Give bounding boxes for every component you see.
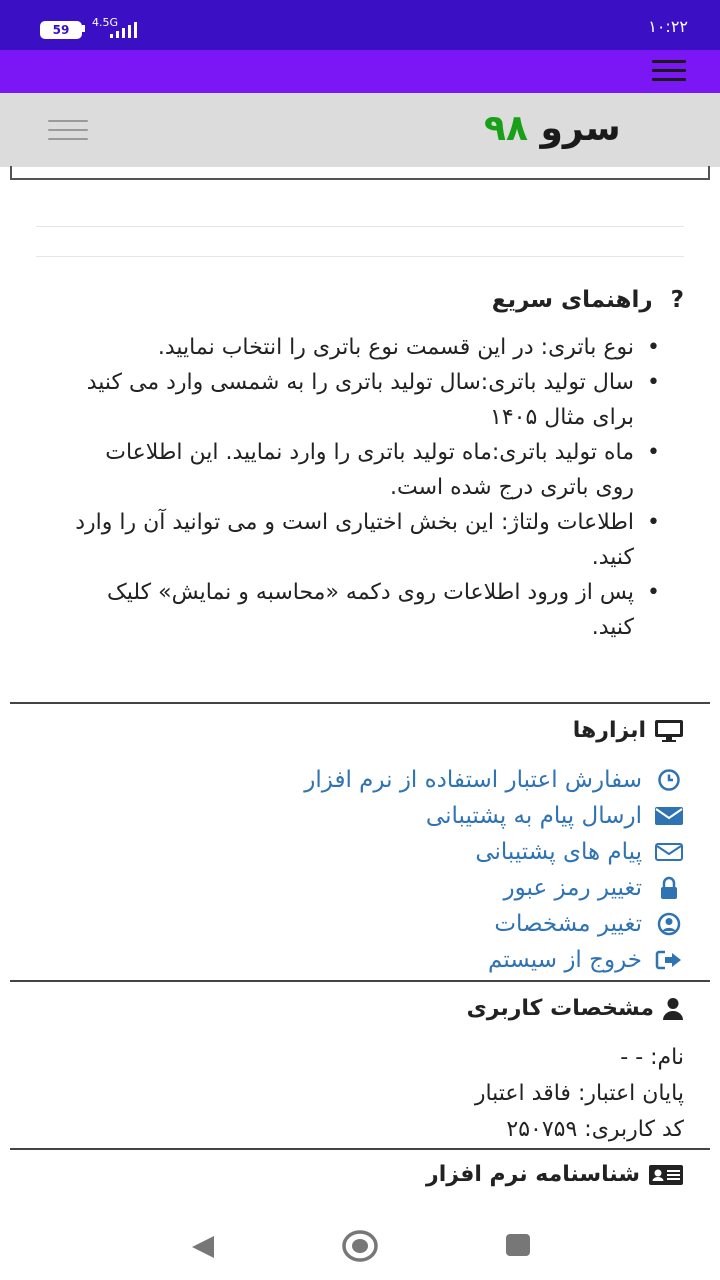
help-item: • نوع باتری: در این قسمت نوع باتری را انتخاب نمایید.	[64, 330, 634, 365]
home-icon[interactable]	[342, 1230, 378, 1262]
user-title-text: مشخصات کاربری	[466, 996, 654, 1021]
recent-apps-icon[interactable]	[506, 1234, 530, 1256]
user-title	[467, 996, 684, 1021]
tool-label[interactable]: پیام های پشتیبانی	[475, 839, 642, 865]
envelope-outline-icon	[654, 840, 684, 864]
menu-icon[interactable]	[652, 60, 686, 82]
tool-item-change-profile[interactable]	[44, 906, 684, 942]
user-code: کد کاربری: ۲۵۰۷۵۹	[506, 1117, 684, 1142]
help-title	[492, 287, 684, 313]
tool-item-order-credit[interactable]	[44, 762, 684, 798]
tool-label[interactable]: سفارش اعتبار استفاده از نرم افزار	[304, 767, 642, 793]
tools-title	[573, 718, 684, 743]
logo-word: سرو	[540, 108, 621, 149]
status-bar	[0, 0, 720, 50]
clock-icon	[654, 768, 684, 792]
lock-icon	[654, 876, 684, 900]
signal-icon	[108, 22, 138, 38]
divider	[36, 256, 684, 257]
software-title	[426, 1162, 684, 1187]
help-title-text: راهنمای سریع	[491, 287, 653, 313]
logo-number: ۹۸	[484, 108, 528, 149]
help-item: • اطلاعات ولتاژ: این بخش اختیاری است و می توانید آن را وارد کنید.	[64, 505, 634, 575]
help-item: • سال تولید باتری:سال تولید باتری را به شمسی وارد می کنید برای مثال ۱۴۰۵	[64, 365, 634, 435]
sign-out-icon	[654, 948, 684, 972]
id-card-icon	[648, 1163, 684, 1187]
tools-title-text: ابزارها	[572, 718, 646, 743]
form-box-edge	[10, 166, 710, 180]
battery-indicator: 59	[40, 21, 82, 39]
user-name: نام: - -	[620, 1045, 684, 1070]
back-icon[interactable]	[190, 1235, 216, 1259]
site-logo[interactable]	[484, 108, 621, 149]
user-info	[44, 1040, 684, 1148]
tool-item-logout[interactable]	[44, 942, 684, 978]
tool-label[interactable]: خروج از سیستم	[488, 947, 642, 973]
site-menu-icon[interactable]	[48, 120, 88, 140]
tools-list	[44, 762, 684, 978]
user-expiry: پایان اعتبار: فاقد اعتبار	[474, 1081, 684, 1106]
battery-tip	[82, 25, 85, 32]
network-type: 4.5G	[92, 16, 119, 29]
user-icon	[662, 997, 684, 1021]
help-list	[64, 330, 634, 645]
help-item: • ماه تولید باتری:ماه تولید باتری را وارد نمایید. این اطلاعات روی باتری درج شده است.	[64, 435, 634, 505]
section-divider	[10, 1148, 710, 1150]
tool-item-send-message[interactable]	[44, 798, 684, 834]
monitor-icon	[654, 719, 684, 743]
envelope-filled-icon	[654, 804, 684, 828]
section-divider	[10, 702, 710, 704]
help-item: • پس از ورود اطلاعات روی دکمه «محاسبه و نمایش» کلیک کنید.	[64, 575, 634, 645]
user-circle-icon	[654, 912, 684, 936]
software-title-text: شناسنامه نرم افزار	[426, 1162, 640, 1187]
question-icon: ?	[670, 287, 684, 313]
status-clock: ۱۰:۲۲	[648, 17, 688, 36]
section-divider	[10, 980, 710, 982]
tool-item-change-password[interactable]	[44, 870, 684, 906]
app-bar	[0, 50, 720, 93]
tool-item-support-messages[interactable]	[44, 834, 684, 870]
tool-label[interactable]: تغییر مشخصات	[494, 911, 642, 937]
tool-label[interactable]: تغییر رمز عبور	[503, 875, 642, 901]
divider	[36, 226, 684, 227]
tool-label[interactable]: ارسال پیام به پشتیبانی	[425, 803, 642, 829]
